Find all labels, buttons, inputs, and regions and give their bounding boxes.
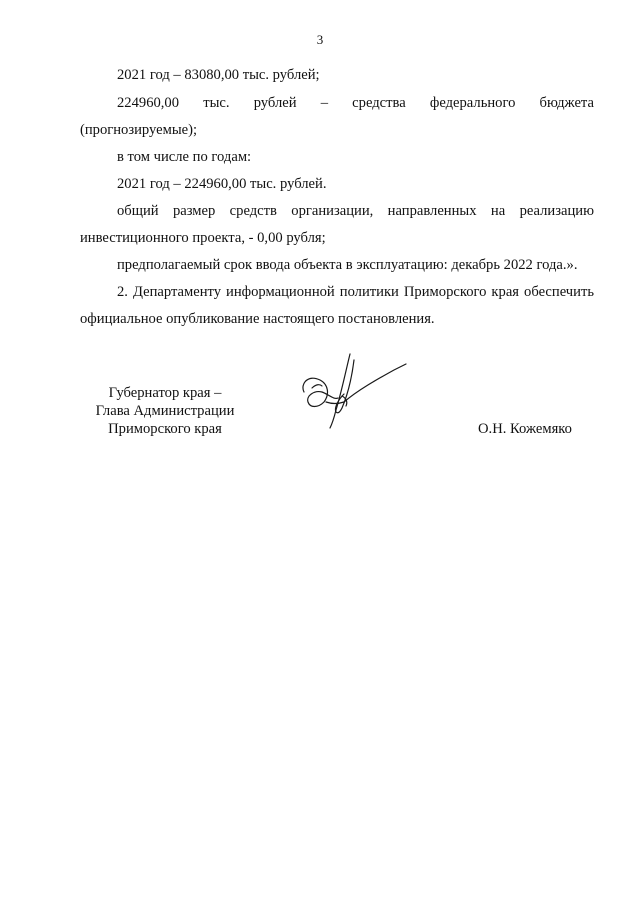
word-thousand: тыс. [203,95,230,111]
paragraph-line-commissioning: предполагаемый срок ввода объекта в эксплуатацию: декабрь 2022 года.». [117,257,578,273]
paragraph-line-2021-federal: 2021 год – 224960,00 тыс. рублей. [117,176,327,192]
paragraph-line-by-years: в том числе по годам: [117,149,252,165]
paragraph-line-organization-funds: общий размер средств организации, направленных на реализацию [117,203,594,219]
signatory-title-line-3: Приморского края [108,421,222,437]
word-rubles: рублей [253,95,297,111]
paragraph-line-investment-project: инвестиционного проекта, - 0,00 рубля; [80,230,326,246]
signatory-title-line-1: Губернатор края – [108,385,222,401]
paragraph-line-federal-budget [117,94,594,112]
word-amount: 224960,00 [117,95,180,111]
signatory-title-line-2: Глава Администрации [95,403,235,419]
paragraph-line-publication: официальное опубликование настоящего постановления. [80,311,435,327]
word-federal: федерального [429,95,516,111]
page-number: 3 [316,32,324,47]
paragraph-line-forecast: (прогнозируемые); [80,122,198,138]
signatory-name: О.Н. Кожемяко [478,421,572,437]
paragraph-line-2021-year: 2021 год – 83080,00 тыс. рублей; [117,67,320,83]
handwritten-signature [298,350,410,430]
paragraph-line-department: 2. Департаменту информационной политики Приморского края обеспечить [117,284,594,300]
word-budget: бюджета [539,95,594,111]
word-dash: – [320,95,328,111]
word-funds: средства [352,95,406,111]
signatory-title [80,384,250,438]
